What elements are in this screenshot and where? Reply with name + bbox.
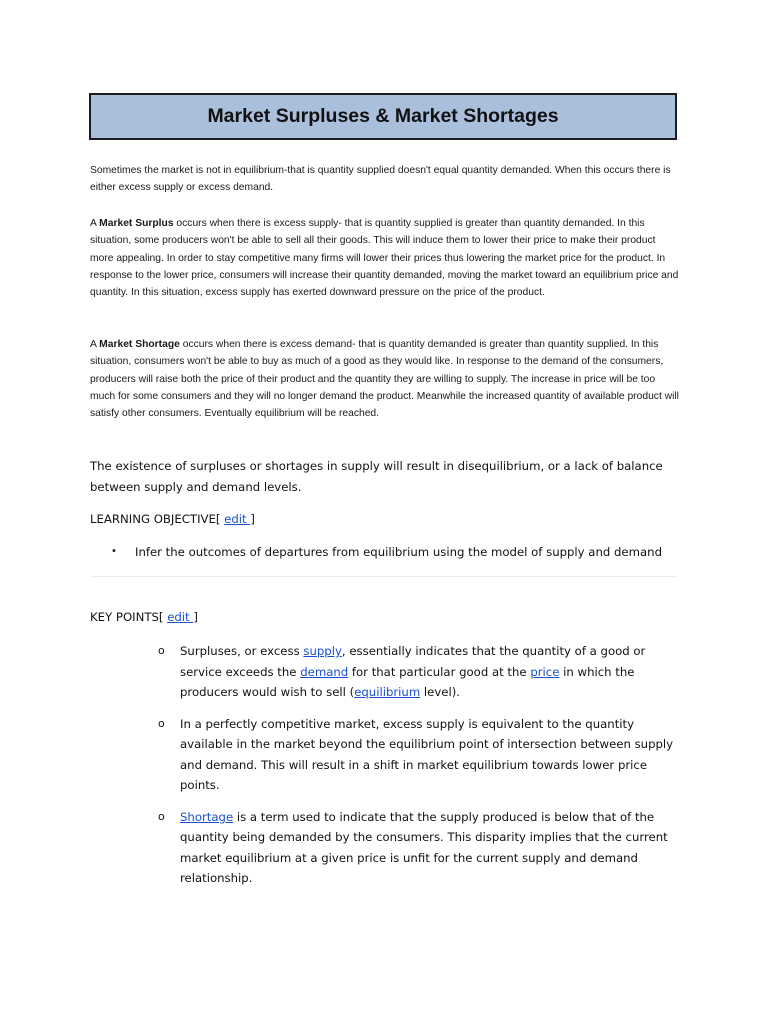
key-points-list — [90, 641, 680, 900]
key-point-item — [90, 714, 680, 796]
text-run: Surpluses, or excess — [180, 644, 304, 658]
demand-link[interactable]: demand — [300, 664, 349, 679]
market-shortage-term: Market Shortage — [99, 339, 180, 350]
market-surplus-term: Market Surplus — [99, 218, 174, 229]
summary-paragraph: The existence of surpluses or shortages in supply will result in disequilibrium, or a lack of balance between supply and demand levels. — [90, 459, 663, 494]
equilibrium-link[interactable]: equilibrium — [354, 685, 421, 699]
bullet-icon: • — [111, 546, 117, 557]
divider — [90, 576, 678, 577]
key-points-edit-link[interactable]: edit — [167, 610, 194, 624]
text-run: is a term used to indicate that the supply produced is below that of the quantity being demanded by the consumers. This disparity implies that the current market equilibrium at a given price is unfit for the current supply and demand relationship. — [180, 809, 668, 885]
shortage-prefix: A — [90, 339, 100, 350]
text-run: level). — [420, 685, 461, 699]
learning-objective-heading — [90, 509, 680, 529]
key-point-item — [90, 641, 680, 703]
learning-objective-text: Infer the outcomes of departures from equilibrium using the model of supply and demand — [135, 545, 662, 559]
list-marker-icon: o — [158, 716, 165, 730]
intro-paragraph: Sometimes the market is not in equilibrium-that is quantity supplied doesn't equal quantity demanded. When this occurs there is either excess supply or excess demand. — [90, 165, 671, 194]
surplus-text: occurs when there is excess supply- that is quantity supplied is greater than quantity demanded. In this situation, some producers won't be able to sell all their goods. This will induce them to lower their price to make their product more appealing. In order to stay competitive many firms will lower their prices thus lowering the market price for the product. In response to the lower price, consumers will increase their quantity demanded, moving the market toward an equilibrium price and quantity. In this situation, excess supply has exerted downward pressure on the price of the product. — [90, 218, 679, 299]
supply-link[interactable]: supply — [303, 644, 342, 658]
page-title: Market Surpluses & Market Shortages — [207, 105, 559, 127]
key-point-text: In a perfectly competitive market, excess supply is equivalent to the quantity available in the market beyond the equilibrium point of intersection between supply and demand. This will result in a shift in market equilibrium towards lower price points. — [180, 716, 674, 792]
key-point-text — [180, 807, 680, 889]
learning-objective-edit-link[interactable]: edit — [224, 512, 251, 526]
text-run: , essentially indicates that the quantity of a good or service exceeds the — [180, 644, 646, 679]
list-marker-icon: o — [158, 644, 165, 657]
text-run: for that particular good at the — [348, 664, 531, 679]
key-points-close: ] — [193, 610, 198, 624]
shortage-text: occurs when there is excess demand- that is quantity demanded is greater than quantity supplied. In this situation, consumers won't be able to buy as much of a good as they would like. In response to the demand of the consumers, producers will raise both the price of their product and the quantity they are willing to supply. The increase in price will be too much for some consumers and they will no longer demand the product. Meanwhile the increased quantity of available product will satisfy other consumers. Eventually equilibrium will be reached. — [90, 339, 679, 420]
market-surplus-paragraph — [90, 215, 680, 301]
price-link[interactable]: price — [530, 664, 560, 679]
key-points-heading — [90, 607, 680, 627]
shortage-link[interactable]: Shortage — [180, 809, 234, 824]
surplus-prefix: A — [90, 218, 100, 229]
key-point-item — [90, 807, 680, 889]
key-points-label: KEY POINTS[ — [90, 610, 168, 624]
learning-objective-label: LEARNING OBJECTIVE[ — [90, 512, 225, 526]
text-run: in which the producers would wish to sell ( — [180, 664, 635, 699]
key-point-text — [180, 641, 680, 703]
market-shortage-paragraph — [90, 336, 680, 422]
learning-objective-close: ] — [250, 512, 255, 526]
list-marker-icon: o — [158, 809, 165, 823]
title-box — [89, 93, 677, 140]
